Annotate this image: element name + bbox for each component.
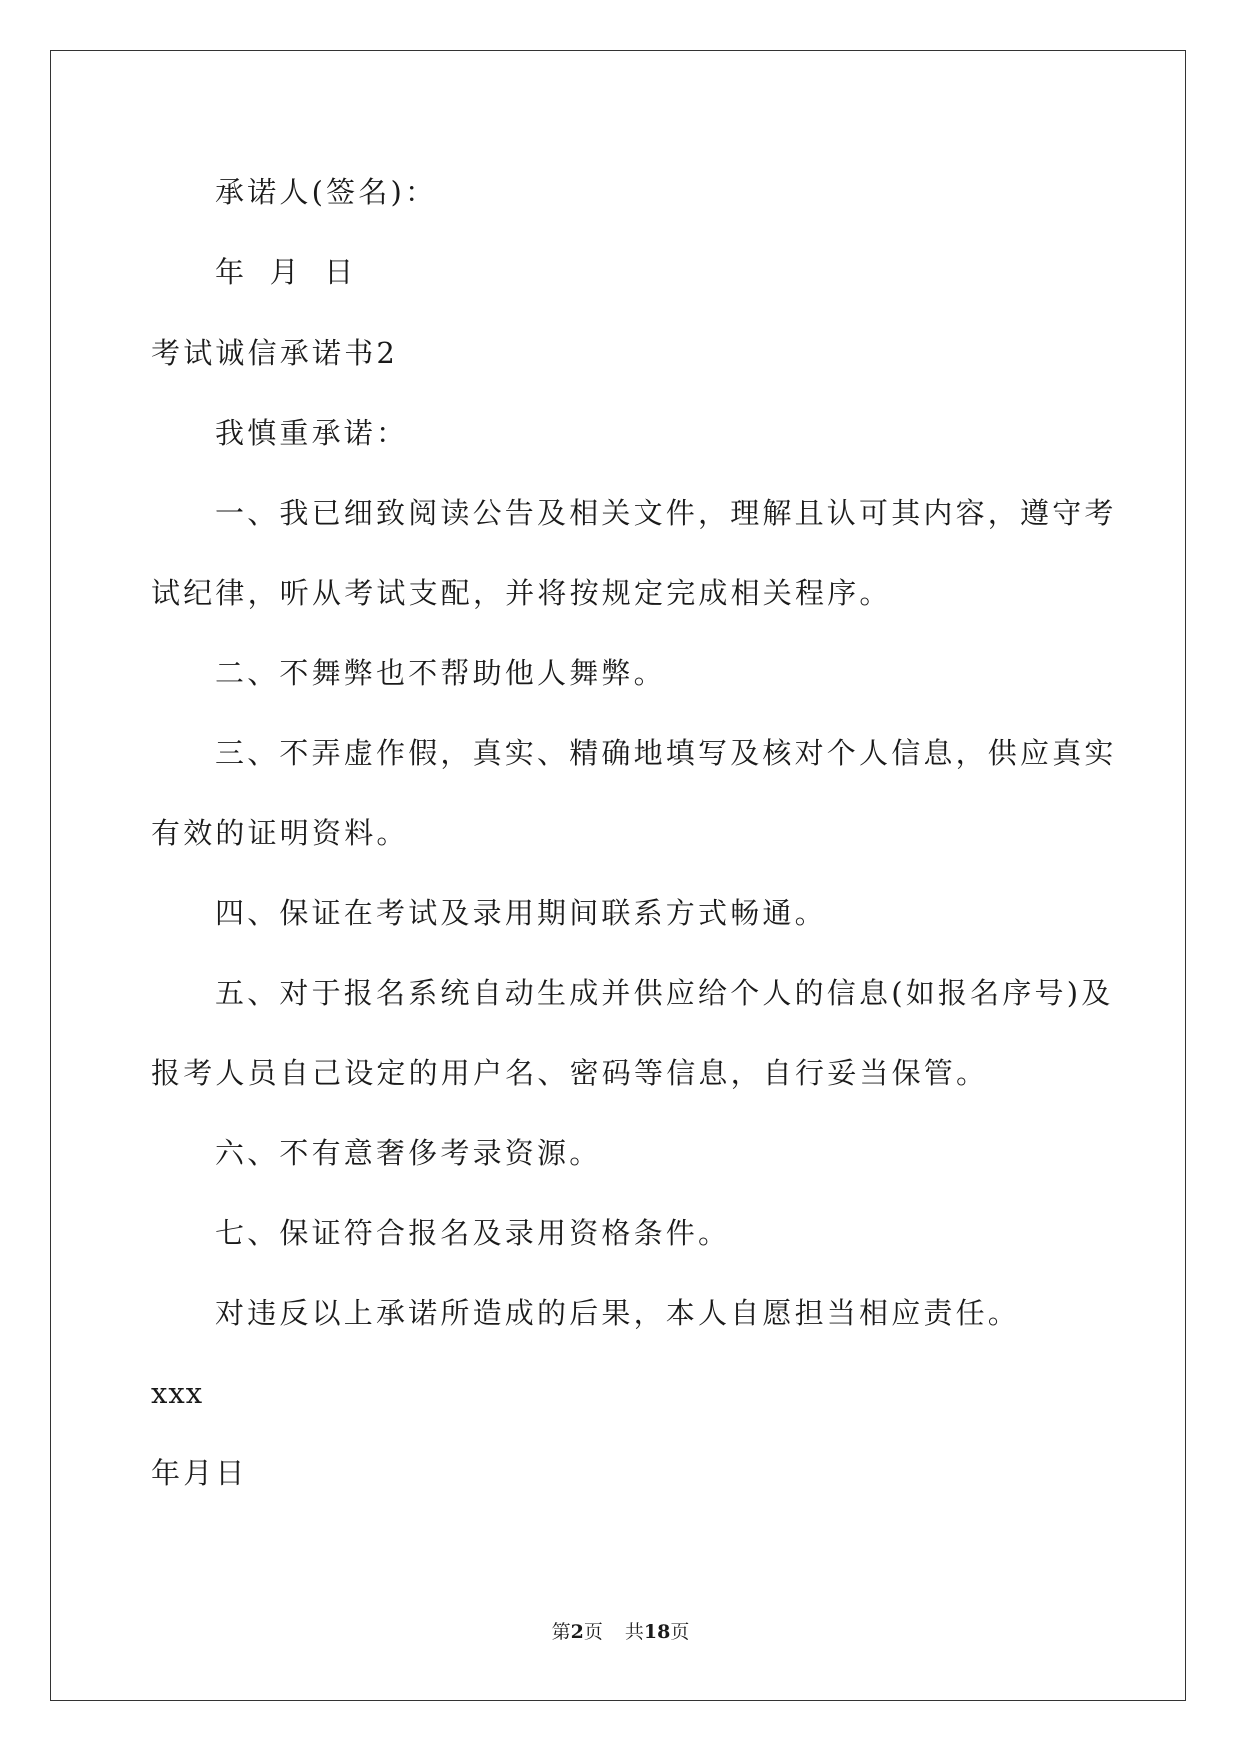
page-number: 2 [570, 1621, 584, 1643]
pledge-intro: 我慎重承诺： [215, 416, 409, 450]
date-line-spaced: 年 月 日 [215, 255, 357, 289]
item-2: 二、不舞弊也不帮助他人舞弊。 [215, 656, 666, 690]
item-3-line-1: 三、不弄虚作假，真实、精确地填写及核对个人信息，供应真实 [215, 736, 1117, 770]
item-5-line-2: 报考人员自己设定的用户名、密码等信息，自行妥当保管。 [151, 1056, 989, 1090]
page-suffix: 页 [583, 1621, 603, 1643]
item-5-line-1: 五、对于报名系统自动生成并供应给个人的信息(如报名序号)及 [215, 976, 1114, 1010]
page-footer [0, 1620, 1241, 1644]
signature-line: 承诺人(签名)： [215, 175, 438, 209]
item-6: 六、不有意奢侈考录资源。 [215, 1136, 602, 1170]
closing-statement: 对违反以上承诺所造成的后果，本人自愿担当相应责任。 [215, 1296, 1021, 1330]
page-prefix: 第 [551, 1621, 571, 1643]
total-suffix: 页 [670, 1621, 690, 1643]
total-prefix: 共 [624, 1621, 644, 1643]
date-line: 年月日 [151, 1456, 248, 1490]
item-1-line-2: 试纪律，听从考试支配，并将按规定完成相关程序。 [151, 576, 892, 610]
item-7: 七、保证符合报名及录用资格条件。 [215, 1216, 731, 1250]
item-4: 四、保证在考试及录用期间联系方式畅通。 [215, 896, 827, 930]
signer-name: xxx [151, 1376, 204, 1410]
item-1-line-1: 一、我已细致阅读公告及相关文件，理解且认可其内容，遵守考 [215, 496, 1117, 530]
section-title: 考试诚信承诺书2 [151, 336, 399, 370]
total-pages: 18 [643, 1621, 671, 1643]
item-3-line-2: 有效的证明资料。 [151, 816, 409, 850]
